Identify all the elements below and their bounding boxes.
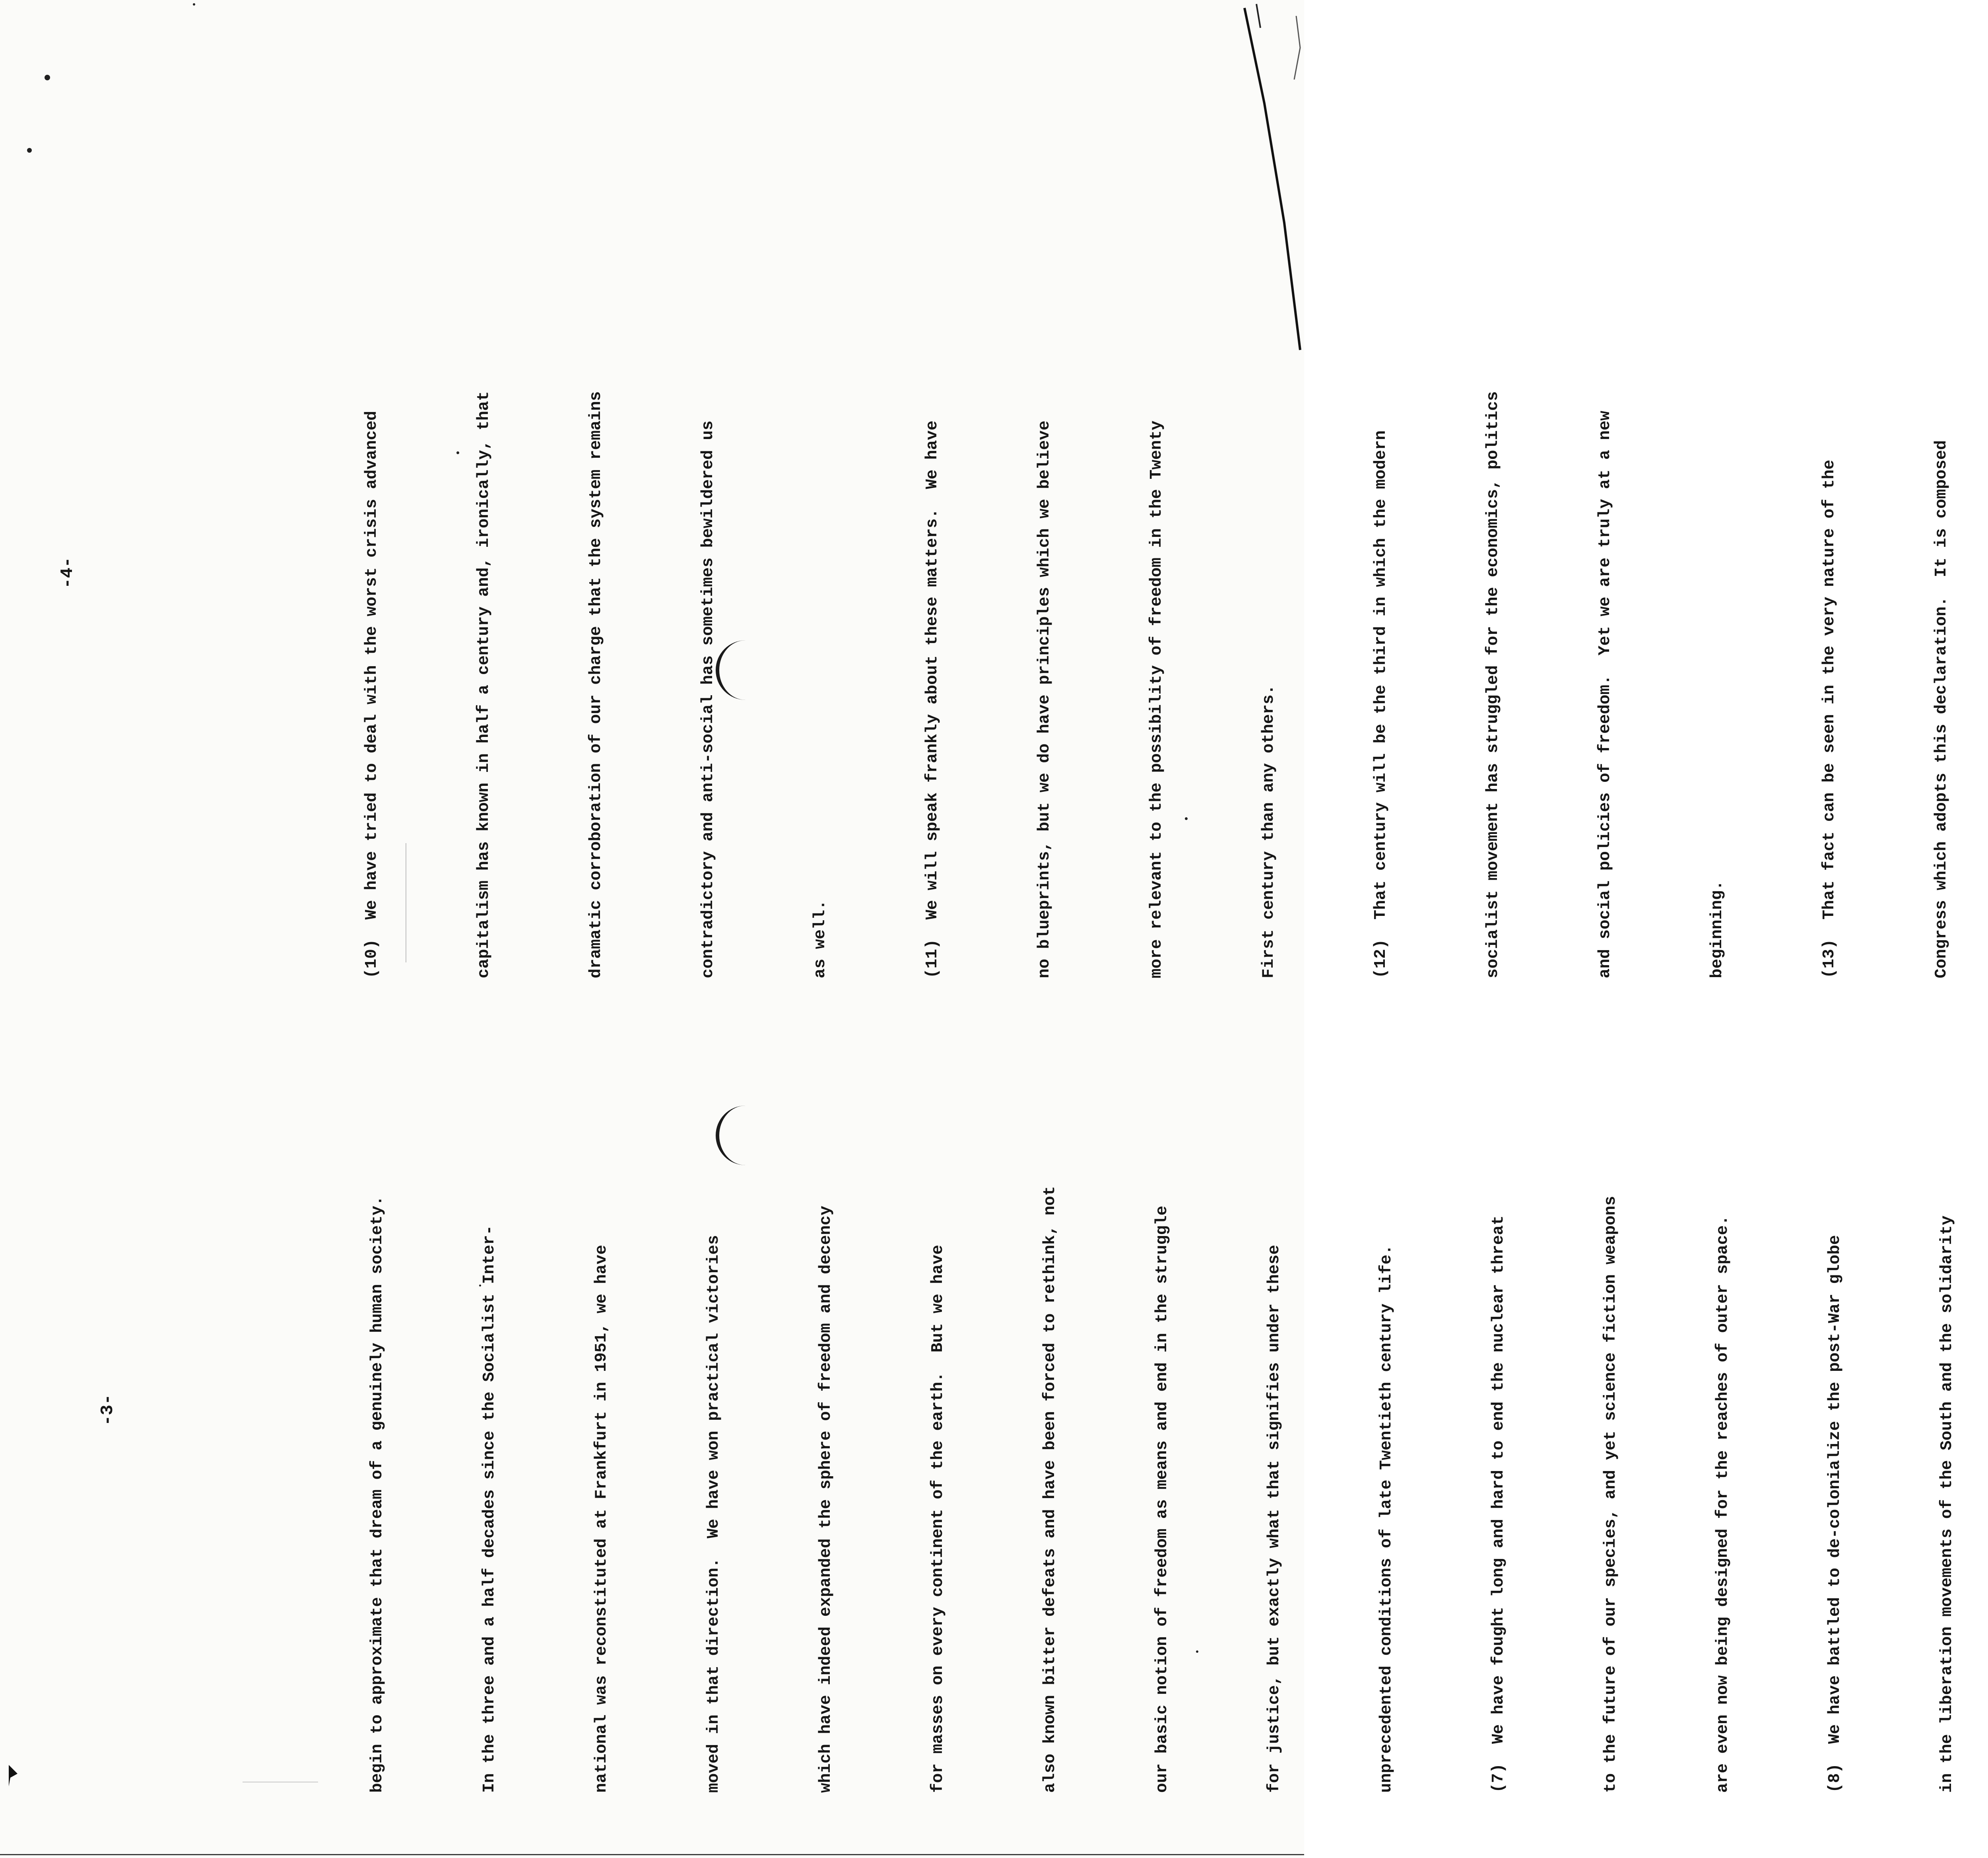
punch-hole-lower [716,1106,751,1165]
pointer-mark [6,1762,21,1790]
text-line: (12) That century will be the third in which the modern [1372,430,1390,978]
text-line: begin to approximate that dream of a genuinely human society. [368,1196,386,1793]
scan-edge-line [0,1854,1304,1855]
text-line: more relevant to the possibility of freedom in the Twenty [1147,420,1166,978]
right-page-text [278,381,1988,978]
text-line: also known bitter defeats and have been forced to rethink, not [1041,1186,1059,1793]
text-line: First century than any others. [1260,684,1278,978]
text-line: for justice, but exactly what that signifies under these [1265,1245,1283,1793]
page-number-left: -3- [98,1394,118,1426]
text-line: as well. [811,900,829,978]
speck [45,75,50,80]
text-line: socialist movement has struggled for the economics, politics [1484,391,1502,978]
text-line: for masses on every continent of the earth. But we have [929,1245,947,1793]
text-line: beginning. [1708,880,1726,978]
corner-scan-streak [1241,0,1304,358]
text-line: Congress which adopts this declaration. It is composed [1932,440,1951,978]
text-line: to the future of our species, and yet science fiction weapons [1602,1196,1620,1793]
page-number-right: -4- [58,557,78,589]
text-line: moved in that direction. We have won practical victories [705,1235,723,1793]
text-line: (10) We have tried to deal with the worst crisis advanced [363,410,381,978]
text-line: our basic notion of freedom as means and end in the struggle [1153,1205,1171,1793]
speck [193,3,195,6]
text-line: and social policies of freedom. Yet we are truly at a new [1596,410,1614,978]
text-line: are even now being designed for the reaches of outer space. [1714,1215,1732,1793]
text-line: In the three and a half decades since the Socialist Inter- [480,1225,499,1793]
text-line: (7) We have fought long and hard to end the nuclear threat [1489,1215,1508,1793]
text-line: in the liberation movements of the South and the solidarity [1938,1215,1956,1793]
speck [27,148,32,153]
left-page-text [284,1186,1988,1793]
text-line: contradictory and anti-social has sometimes bewildered us [699,420,717,978]
text-line: which have indeed expanded the sphere of freedom and decency [817,1205,835,1793]
text-line: unprecedented conditions of late Twentieth century life. [1377,1245,1396,1793]
text-line: no blueprints, but we do have principles which we believe [1035,420,1054,978]
text-line: (8) We have battled to de-colonialize the post-War globe [1826,1235,1844,1793]
text-line: capitalism has known in half a century and, ironically, that [475,391,493,978]
text-line: dramatic corroboration of our charge that the system remains [587,391,605,978]
text-line: national was reconstituted at Frankfurt in 1951, we have [592,1245,611,1793]
text-line: (11) We will speak frankly about these matters. We have [923,420,942,978]
text-line: (13) That fact can be seen in the very nature of the [1820,459,1839,978]
